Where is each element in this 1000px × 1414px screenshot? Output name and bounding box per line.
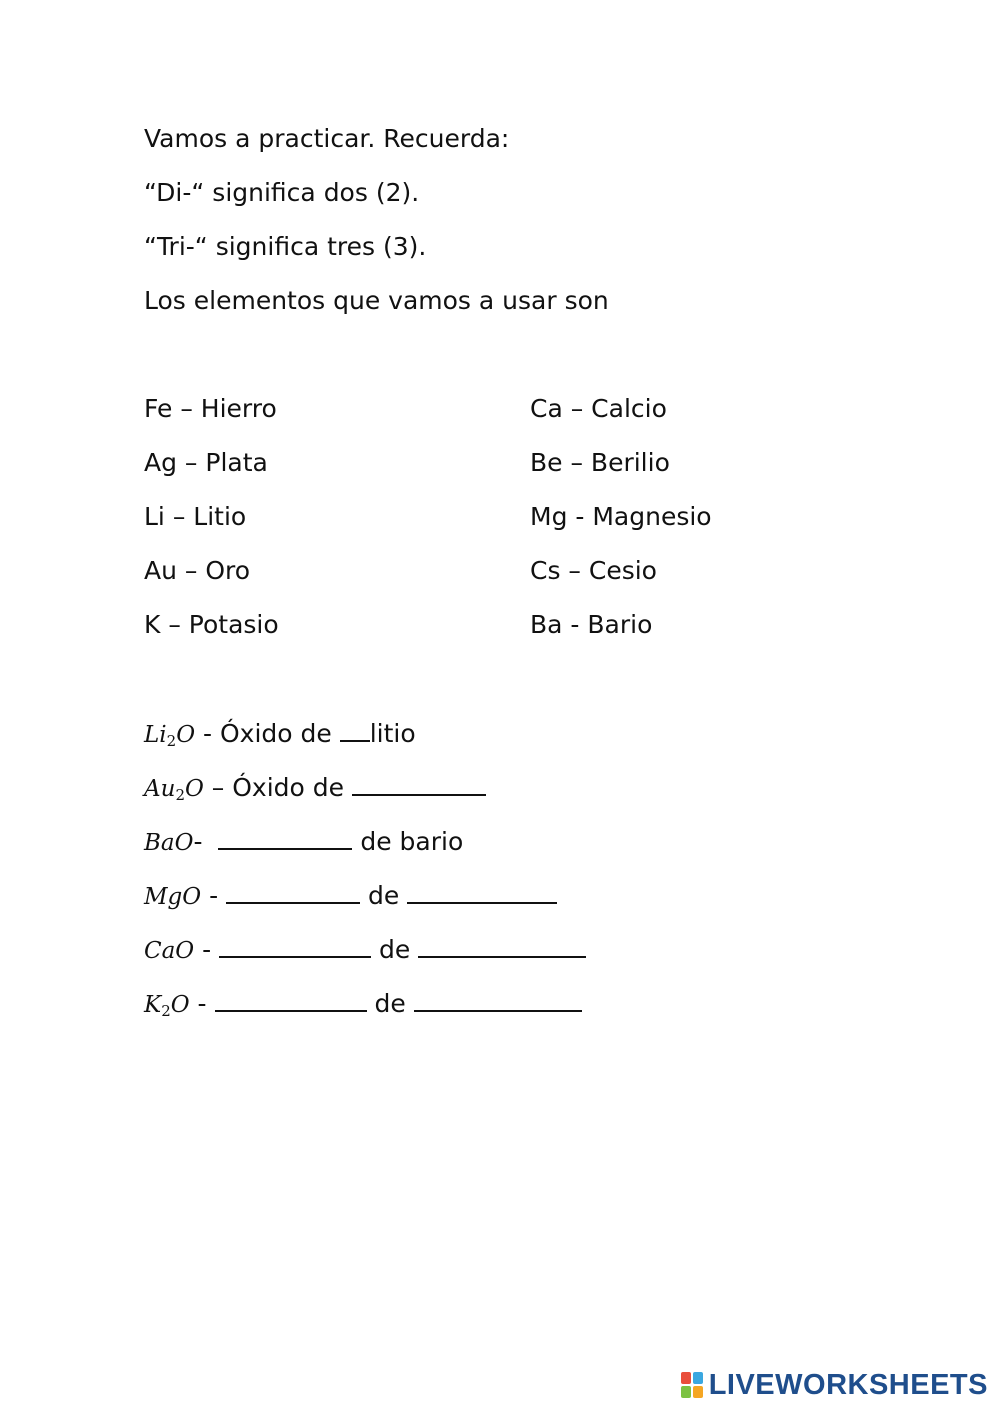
element-fe: Fe – Hierro <box>144 394 277 423</box>
liveworksheets-logo-icon <box>681 1372 703 1398</box>
element-ca: Ca – Calcio <box>530 394 667 423</box>
element-li: Li – Litio <box>144 502 247 531</box>
answer-blank-1[interactable] <box>226 880 360 904</box>
formula-au2o: $Au_2O$ <box>144 776 204 804</box>
answer-blank-2[interactable] <box>414 988 582 1012</box>
element-ba: Ba - Bario <box>530 610 653 639</box>
formula-bao: BaO <box>144 830 194 856</box>
exercise-cao: CaO - de <box>144 934 586 966</box>
answer-blank-1[interactable] <box>219 934 371 958</box>
formula-cao: CaO <box>144 938 195 964</box>
intro-line-4: Los elementos que vamos a usar son <box>144 286 609 315</box>
answer-blank-2[interactable] <box>407 880 557 904</box>
liveworksheets-logo <box>681 1370 988 1400</box>
exercise-bao: BaO- de bario <box>144 827 464 856</box>
answer-blank[interactable] <box>218 826 352 850</box>
answer-filled: litio <box>369 719 416 748</box>
intro-line-3: “Tri-“ significa tres (3). <box>144 232 427 261</box>
element-au: Au – Oro <box>144 556 251 585</box>
exercise-li2o: $Li_2O$ - Óxido de litio <box>144 719 416 750</box>
answer-blank[interactable] <box>340 718 370 742</box>
answer-blank-2[interactable] <box>418 934 586 958</box>
element-ag: Ag – Plata <box>144 448 268 477</box>
answer-blank-1[interactable] <box>215 988 367 1012</box>
answer-blank[interactable] <box>352 772 486 796</box>
intro-line-1: Vamos a practicar. Recuerda: <box>144 124 510 153</box>
element-cs: Cs – Cesio <box>530 556 657 585</box>
element-be: Be – Berilio <box>530 448 670 477</box>
exercise-k2o: $K_2O$ - de <box>144 988 582 1020</box>
element-mg: Mg - Magnesio <box>530 502 712 531</box>
element-k: K – Potasio <box>144 610 279 639</box>
formula-mgo: MgO <box>144 884 202 910</box>
intro-line-2: “Di-“ significa dos (2). <box>144 178 420 207</box>
exercise-mgo: MgO - de <box>144 880 557 912</box>
formula-li2o: $Li_2O$ <box>144 722 196 750</box>
exercise-au2o: $Au_2O$ – Óxido de <box>144 772 486 804</box>
formula-k2o: $K_2O$ <box>144 992 190 1020</box>
brand-name: LIVEWORKSHEETS <box>708 1368 988 1401</box>
